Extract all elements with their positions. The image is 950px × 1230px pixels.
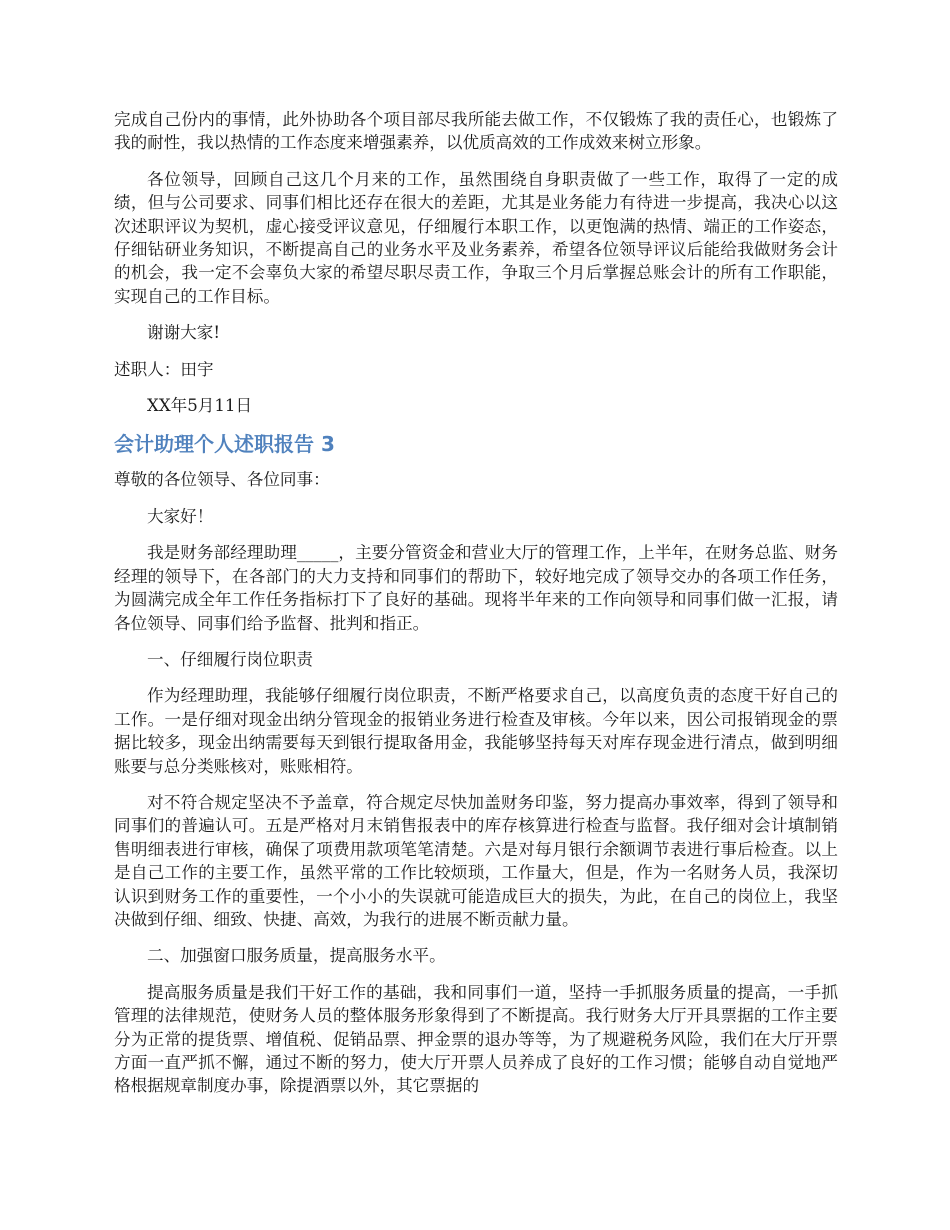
paragraph-thanks: 谢谢大家!	[147, 323, 221, 343]
document-body	[114, 108, 838, 1111]
paragraph-subheading-2: 二、加强窗口服务质量，提高服务水平。	[147, 946, 446, 966]
paragraph-greeting: 大家好！	[147, 506, 214, 526]
paragraph-date: XX年5月11日	[147, 396, 253, 416]
paragraph-reporter: 述职人：田宇	[114, 359, 214, 379]
paragraph-duties-continued: 对不符合规定坚决不予盖章，符合规定尽快加盖财务印鉴，努力提高办事效率，得到了领导和同事们的普遍认可。五是严格对月末销售报表中的库存核算进行检查与监督。我仔细对会计填制销售明细表进行审核，确保了项费用款项笔笔清楚。六是对每月银行余额调节表进行事后检查。以上是自己工作的主要工作，虽然平常的工作比较烦琐，工作量大，但是，作为一名财务人员，我深切认识到财务工作的重要性，一个小小的失误就可能造成巨大的损失，为此，在自己的岗位上，我坚决做到仔细、细致、快捷、高效，为我行的进展不断贡献力量。	[114, 792, 838, 929]
paragraph-duties: 作为经理助理，我能够仔细履行岗位职责，不断严格要求自己，以高度负责的态度干好自己的工作。一是仔细对现金出纳分管现金的报销业务进行检查及审核。今年以来，因公司报销现金的票据比较多，现金出纳需要每天到银行提取备用金，我能够坚持每天对库存现金进行清点，做到明细账要与总分类账核对，账账相符。	[114, 686, 838, 776]
paragraph-service-quality: 提高服务质量是我们干好工作的基础，我和同事们一道，坚持一手抓服务质量的提高，一手抓管理的法律规范，使财务人员的整体服务形象得到了不断提高。我行财务大厅开具票据的工作主要分为正常的提货票、增值税、促销品票、押金票的退办等等，为了规避税务风险，我们在大厅开票方面一直严抓不懈，通过不断的努力，使大厅开票人员养成了良好的工作习惯；能够自动自觉地严格根据规章制度办事，除提酒票以外，其它票据的	[114, 982, 838, 1096]
paragraph-salutation: 尊敬的各位领导、各位同事：	[114, 470, 330, 490]
paragraph-review: 各位领导，回顾自己这几个月来的工作，虽然围绕自身职责做了一些工作，取得了一定的成绩，但与公司要求、同事们相比还存在很大的差距，尤其是业务能力有待进一步提高，我决心以这次述职评议为契机，虚心接受评议意见，仔细履行本职工作，以更饱满的热情、端正的工作姿态，仔细钻研业务知识，不断提高自己的业务水平及业务素养，希望各位领导评议后能给我做财务会计的机会，我一定不会辜负大家的希望尽职尽责工作，争取三个月后掌握总账会计的所有工作职能，实现自己的工作目标。	[114, 169, 838, 306]
paragraph-continuation: 完成自己份内的事情，此外协助各个项目部尽我所能去做工作，不仅锻炼了我的责任心，也锻炼了我的耐性，我以热情的工作态度来增强素养，以优质高效的工作成效来树立形象。	[114, 110, 838, 153]
section-heading: 会计助理个人述职报告 3	[114, 432, 335, 457]
paragraph-introduction: 我是财务部经理助理_____，主要分管资金和营业大厅的管理工作，上半年，在财务总监、财务经理的领导下，在各部门的大力支持和同事们的帮助下，较好地完成了领导交办的各项工作任务，为圆满完成全年工作任务指标打下了良好的基础。现将半年来的工作向领导和同事们做一汇报，请各位领导、同事们给予监督、批判和指正。	[114, 543, 838, 633]
paragraph-subheading-1: 一、仔细履行岗位职责	[147, 649, 313, 669]
